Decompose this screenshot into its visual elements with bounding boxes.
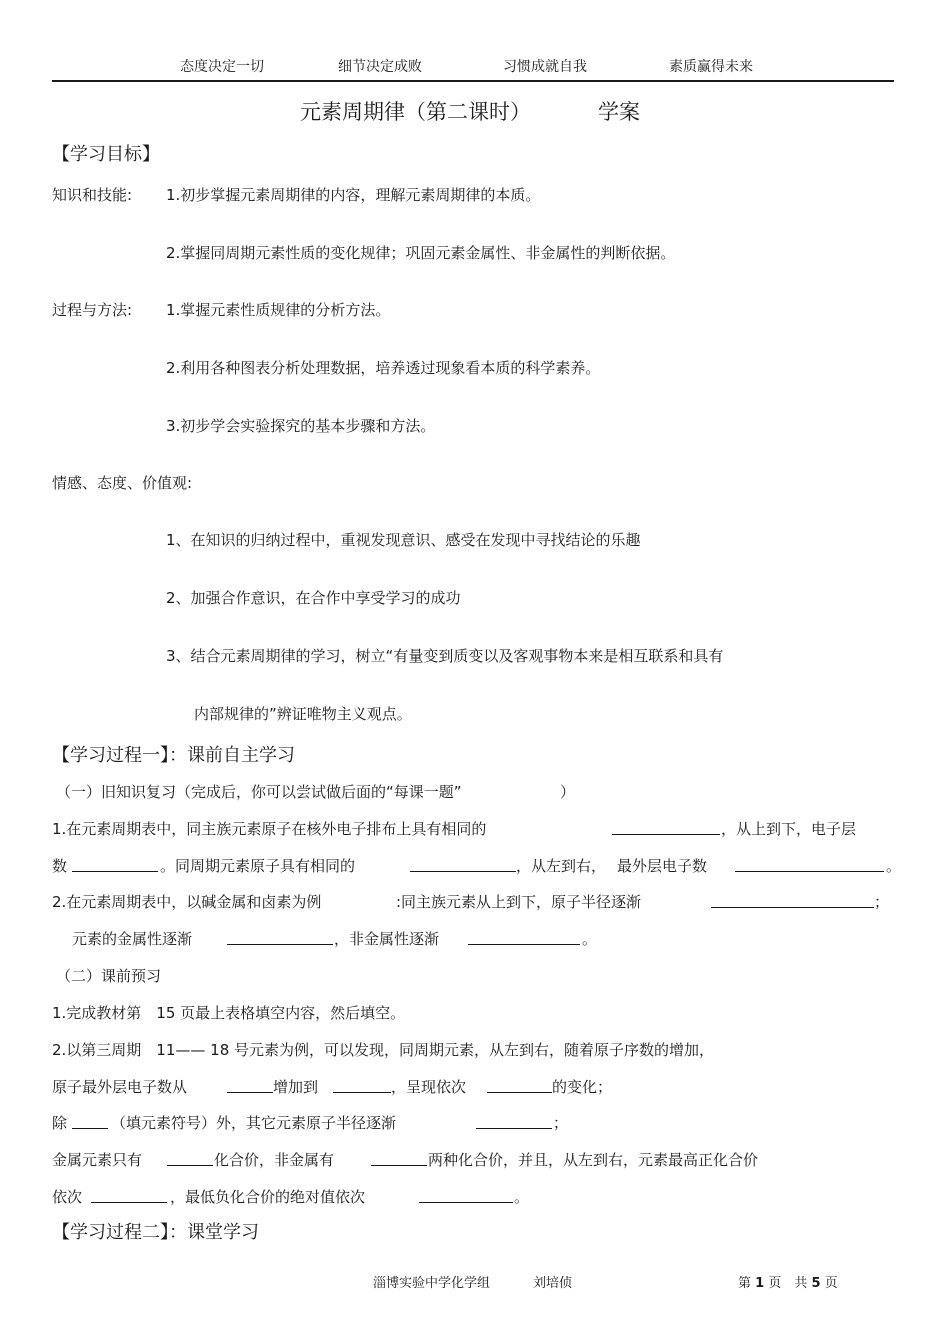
q1-blank-4[interactable] xyxy=(735,857,884,872)
preview-heading: （二）课前预习 xyxy=(56,967,162,985)
q1-line2-b: 。同周期元素原子具有相同的 xyxy=(160,857,356,875)
preview-blank-5[interactable] xyxy=(476,1114,552,1129)
q1-line1-text: 1.在元素周期表中，同主族元素原子在核外电子排布上具有相同的 xyxy=(52,820,487,838)
q2-line1-c: ； xyxy=(874,893,890,911)
preview-p3-c: ，呈现依次 xyxy=(391,1078,467,1096)
preview-p4-c: ； xyxy=(553,1114,569,1132)
objectives-heading: 【学习目标】 xyxy=(52,144,160,165)
q2-line2-a: 元素的金属性逐渐 xyxy=(72,930,193,948)
attitude-item-3: 3、结合元素周期律的学习，树立“有量变到质变以及客观事物本来是相互联系和具有 xyxy=(166,647,724,665)
preview-blank-4[interactable] xyxy=(72,1114,108,1129)
preview-blank-3[interactable] xyxy=(487,1078,552,1093)
q2-blank-1[interactable] xyxy=(711,893,874,908)
process-label: 过程与方法: xyxy=(52,301,133,319)
review-heading: （一）旧知识复习（完成后，你可以尝试做后面的“每课一题” xyxy=(56,783,462,801)
footer-page-mid: 页 共 xyxy=(768,1276,808,1291)
q1-line2-c: ，从左到右， xyxy=(516,857,607,875)
preview-p4-b: （填元素符号）外，其它元素原子半径逐渐 xyxy=(111,1114,397,1132)
preview-p3-b: 增加到 xyxy=(273,1078,319,1096)
preview-blank-6[interactable] xyxy=(167,1151,213,1166)
preview-p6-b: ，最低负化合价的绝对值依次 xyxy=(170,1188,366,1206)
attitude-item-1: 1、在知识的归纳过程中，重视发现意识、感受在发现中寻找结论的乐趣 xyxy=(166,531,641,549)
preview-blank-2[interactable] xyxy=(333,1078,391,1093)
preview-p5-a: 金属元素只有 xyxy=(52,1151,143,1169)
q1-blank-1[interactable] xyxy=(612,820,720,835)
attitude-label: 情感、态度、价值观: xyxy=(52,474,193,492)
process-item-3: 3.初步学会实验探究的基本步骤和方法。 xyxy=(166,417,436,435)
knowledge-label: 知识和技能: xyxy=(52,186,133,204)
attitude-item-2: 2、加强合作意识，在合作中享受学习的成功 xyxy=(166,589,461,607)
preview-p4-a: 除 xyxy=(52,1114,68,1132)
footer-page xyxy=(738,1272,838,1291)
q2-line2-b: ，非金属性逐渐 xyxy=(334,930,440,948)
q2-blank-2[interactable] xyxy=(227,930,333,945)
preview-p5-c: 两种化合价，并且，从左到右，元素最高正化合价 xyxy=(428,1151,759,1169)
preview-blank-8[interactable] xyxy=(91,1188,167,1203)
header-motto-3: 习惯成就自我 xyxy=(503,59,587,75)
footer-page-suffix: 页 xyxy=(824,1276,838,1291)
process2-heading: 【学习过程二】：课堂学习 xyxy=(52,1222,259,1243)
q1-line1-tail: ，从上到下，电子层 xyxy=(721,820,857,838)
process1-heading: 【学习过程一】：课前自主学习 xyxy=(52,745,295,766)
preview-p5-b: 化合价，非金属有 xyxy=(214,1151,335,1169)
preview-p2: 2.以第三周期 11—— 18 号元素为例，可以发现，同周期元素，从左到右，随着原子序数的增加， xyxy=(52,1041,715,1059)
footer-page-prefix: 第 xyxy=(738,1276,752,1291)
preview-blank-9[interactable] xyxy=(419,1188,513,1203)
q1-blank-2[interactable] xyxy=(72,857,158,872)
q2-line2-c: 。 xyxy=(582,930,598,948)
preview-blank-7[interactable] xyxy=(371,1151,427,1166)
preview-blank-1[interactable] xyxy=(227,1078,273,1093)
doc-title: 元素周期律（第二课时） xyxy=(300,100,531,124)
knowledge-item-2: 2.掌握同周期元素性质的变化规律；巩固元素金属性、非金属性的判断依据。 xyxy=(166,244,676,262)
preview-p3-d: 的变化； xyxy=(552,1078,613,1096)
q1-blank-3[interactable] xyxy=(410,857,516,872)
preview-p1: 1.完成教材第 15 页最上表格填空内容，然后填空。 xyxy=(52,1004,406,1022)
preview-p6-c: 。 xyxy=(514,1188,530,1206)
attitude-continuation: 内部规律的”辨证唯物主义观点。 xyxy=(194,705,412,723)
footer-author: 刘培侦 xyxy=(533,1276,573,1291)
q2-blank-3[interactable] xyxy=(468,930,580,945)
knowledge-item-1: 1.初步掌握元素周期律的内容，理解元素周期律的本质。 xyxy=(166,186,541,204)
header-motto-2: 细节决定成败 xyxy=(338,59,422,75)
header-motto-1: 态度决定一切 xyxy=(180,59,264,75)
review-heading-tail: ） xyxy=(560,783,576,801)
process-item-2: 2.利用各种图表分析处理数据，培养透过现象看本质的科学素养。 xyxy=(166,359,601,377)
process-item-1: 1.掌握元素性质规律的分析方法。 xyxy=(166,301,391,319)
footer-page-total: 5 xyxy=(811,1276,821,1291)
footer-page-number: 1 xyxy=(755,1276,765,1291)
preview-p6-a: 依次 xyxy=(52,1188,83,1206)
q2-line1-b: :同主族元素从上到下，原子半径逐渐 xyxy=(396,893,642,911)
preview-p3-a: 原子最外层电子数从 xyxy=(52,1078,188,1096)
header-rule xyxy=(52,80,894,82)
footer-org: 淄博实验中学化学组 xyxy=(373,1276,491,1291)
header-motto-4: 素质赢得未来 xyxy=(669,59,753,75)
q1-line2-a: 数 xyxy=(52,857,68,875)
q1-line2-e: 。 xyxy=(886,857,902,875)
q1-line2-d: 最外层电子数 xyxy=(617,857,708,875)
doc-title-suffix: 学案 xyxy=(598,100,640,124)
q2-line1-a: 2.在元素周期表中，以碱金属和卤素为例 xyxy=(52,893,322,911)
